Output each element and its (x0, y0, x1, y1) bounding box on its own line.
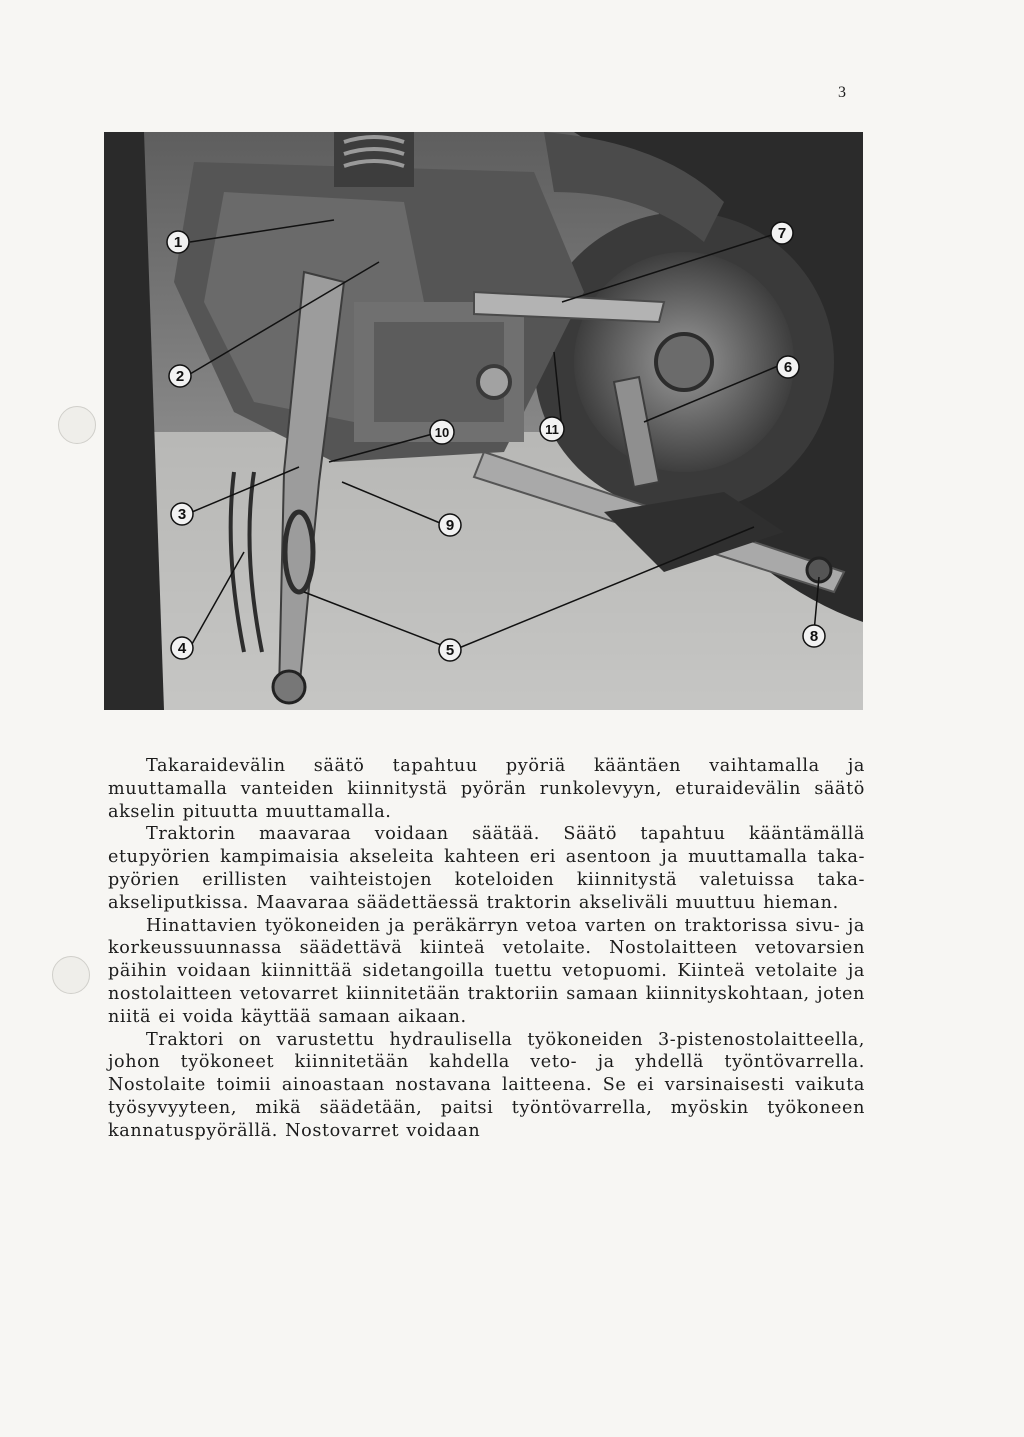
callout-7 (771, 222, 793, 244)
svg-text:3: 3 (177, 506, 187, 523)
callout-10 (430, 420, 454, 444)
callout-3 (171, 503, 193, 525)
body-text (108, 755, 865, 1143)
svg-text:4: 4 (177, 640, 187, 657)
paragraph: Traktorin maavaraa voidaan säätää. Säätö tapahtuu kääntämällä etupyörien kampimaisia akseleita kahteen eri asentoon ja muuttamalla taka-pyörien erillisten vaihteistojen koteloiden kiinnitystä valetuissa taka-akseliputkissa. Maavaraa säädettäessä traktorin akseliväli muuttuu hieman. (108, 824, 865, 913)
page-number: 3 (838, 84, 846, 101)
svg-text:1: 1 (173, 234, 183, 251)
callout-6 (777, 356, 799, 378)
svg-text:10: 10 (434, 425, 450, 440)
callout-1 (167, 231, 189, 253)
svg-text:6: 6 (783, 359, 793, 376)
callout-9 (439, 514, 461, 536)
binder-hole-bottom (52, 956, 90, 994)
paragraph: Traktori on varustettu hydraulisella työkoneiden 3-pistenostolaitteella, johon työkoneet kiinnitetään kahdella veto- ja yhdellä työntövarrella. Nostolaite toimii ainoastaan nostavana laitteena. Se ei varsinaisesti vaikuta työsyvyyteen, mikä säädetään, paitsi työntövarrella, myöskin työkoneen kannatuspyörällä. Nostovarret voidaan (108, 1029, 865, 1141)
svg-text:7: 7 (777, 225, 787, 242)
paragraph: Takaraidevälin säätö tapahtuu pyöriä kääntäen vaihtamalla ja muuttamalla vanteiden kiinnitystä pyörän runkolevyyn, eturaidevälin säätö akselin pituutta muuttamalla. (108, 756, 865, 822)
callout-11 (540, 417, 564, 441)
binder-hole-top (58, 406, 96, 444)
svg-text:11: 11 (545, 422, 559, 437)
callout-5 (439, 639, 461, 661)
callout-8 (803, 625, 825, 647)
callout-4 (171, 637, 193, 659)
tractor-rear-hitch-photo (104, 132, 863, 710)
paragraph: Hinattavien työkoneiden ja peräkärryn vetoa varten on traktorissa sivu- ja korkeussuunnassa säädettävä kiinteä vetolaite. Nostolaitteen vetovarsien päihin voidaan kiinnittää sidetangoilla tuettu vetopuomi. Kiinteä vetolaite ja nostolaitteen vetovarret kiinnitetään traktoriin samaan kiinnityskohtaan, joten niitä ei voida käyttää samaan aikaan. (108, 915, 865, 1027)
svg-text:2: 2 (175, 368, 185, 385)
svg-text:5: 5 (445, 642, 455, 659)
svg-text:9: 9 (445, 517, 455, 534)
callout-2 (169, 365, 191, 387)
svg-text:8: 8 (809, 628, 819, 645)
